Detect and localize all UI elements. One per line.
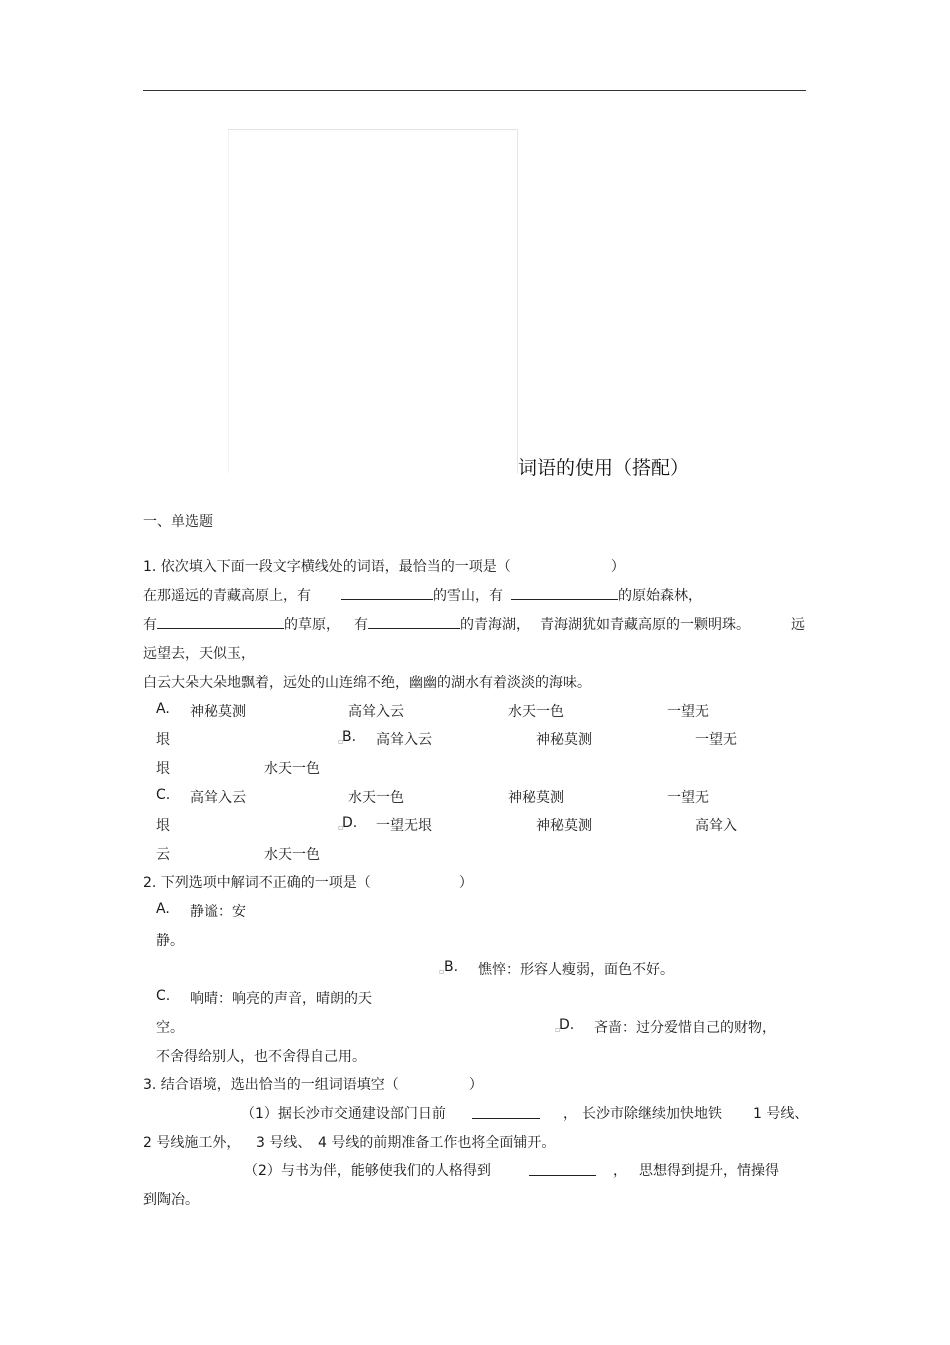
q1-blank-2[interactable] — [511, 585, 618, 600]
q3-sentence1-cont: 长沙市除继续加快地铁 — [582, 1106, 722, 1122]
q1-option-c-word4: 一望无 — [667, 790, 709, 806]
q1-option-c-word4-cont: 垠 — [156, 818, 170, 834]
q2-option-c-letter[interactable]: C. — [156, 988, 171, 1004]
q2-option-a-text: 静谧：安 — [190, 904, 246, 920]
q3-sentence2-cont: 思想得到提升，情操得 — [639, 1163, 779, 1179]
q1-option-b-word3: 一望无 — [695, 732, 737, 748]
marker-dot: ▫ — [555, 1025, 561, 1034]
q1-option-d-word4: 水天一色 — [264, 847, 320, 863]
q2-option-c-text-cont: 空。 — [156, 1020, 184, 1036]
marker-dot: ▫ — [439, 967, 445, 976]
q3-sentence1-line1: 1 号线、 — [753, 1106, 809, 1122]
q3-sentence1-comma: ， — [563, 1106, 577, 1122]
q1-option-c-word1: 高耸入云 — [190, 790, 246, 806]
q3-sentence1-line4: 4 号线的前期准备工作也将全面铺开。 — [318, 1135, 556, 1151]
q3-sentence2: （2）与书为伴，能够使我们的人格得到 — [244, 1163, 491, 1179]
q1-option-d-word3: 高耸入 — [695, 818, 737, 834]
marker-dot: ▫ — [338, 823, 344, 832]
q2-option-c-text: 响晴：响亮的声音，晴朗的天 — [190, 991, 372, 1007]
image-placeholder — [228, 129, 518, 473]
q1-option-c-word2: 水天一色 — [348, 790, 404, 806]
q2-option-a-text-cont: 静。 — [156, 933, 184, 949]
q1-option-a-word2: 高耸入云 — [348, 704, 404, 720]
q1-option-b-letter[interactable]: B. — [342, 729, 357, 745]
q1-option-a-word1: 神秘莫测 — [190, 704, 246, 720]
q1-line2: 有 的草原， 有 的青海湖， 青海湖犹如青藏高原的一颗明珠。 — [143, 614, 750, 634]
q2-option-a-letter[interactable]: A. — [156, 901, 170, 917]
q2-option-d-text: 吝啬：过分爱惜自己的财物， — [594, 1020, 776, 1036]
q3-blank-2[interactable] — [529, 1161, 596, 1176]
q1-option-b-word2: 神秘莫测 — [536, 732, 592, 748]
q1-line4: 白云大朵大朵地飘着，远处的山连绵不绝，幽幽的湖水有着淡淡的海味。 — [143, 675, 591, 691]
q1-line1: 在那遥远的青藏高原上，有 的雪山，有 的原始森林， — [143, 585, 702, 605]
section-heading: 一、单选题 — [143, 514, 213, 530]
q3-sentence2-end: 到陶冶。 — [143, 1192, 199, 1208]
q1-stem: 1. 依次填入下面一段文字横线处的词语，最恰当的一项是（ ） — [143, 559, 625, 575]
q2-stem: 2. 下列选项中解词不正确的一项是（ ） — [143, 875, 473, 891]
q1-option-d-letter[interactable]: D. — [342, 815, 358, 831]
q1-option-a-word3: 水天一色 — [508, 704, 564, 720]
q1-option-b-word3-cont: 垠 — [156, 761, 170, 777]
q1-option-d-word2: 神秘莫测 — [536, 818, 592, 834]
q1-option-b-word1: 高耸入云 — [376, 732, 432, 748]
marker-dot: ▫ — [338, 737, 344, 746]
q1-blank-4[interactable] — [368, 614, 460, 629]
q2-option-b-text: 憔悴：形容人瘦弱，面色不好。 — [478, 962, 674, 978]
q1-blank-3[interactable] — [157, 614, 284, 629]
q1-option-b-word4: 水天一色 — [264, 761, 320, 777]
q1-blank-1[interactable] — [341, 585, 433, 600]
q2-option-d-text-cont: 不舍得给别人，也不舍得自己用。 — [156, 1049, 366, 1065]
q1-option-a-letter[interactable]: A. — [156, 701, 170, 717]
q3-sentence1-line3: 3 号线、 — [256, 1135, 312, 1151]
q1-option-a-word4-cont: 垠 — [156, 732, 170, 748]
q1-option-c-letter[interactable]: C. — [156, 787, 171, 803]
q3-sentence2-comma: ， — [613, 1163, 627, 1179]
page-title: 词语的使用（搭配） — [518, 457, 690, 479]
q1-option-c-word3: 神秘莫测 — [508, 790, 564, 806]
q3-sentence1: （1）据长沙市交通建设部门日前 — [241, 1106, 446, 1122]
q2-option-b-letter[interactable]: B. — [444, 959, 459, 975]
q1-option-d-word3-cont: 云 — [156, 847, 170, 863]
header-rule — [143, 90, 806, 91]
q1-line3: 远望去，天似玉， — [143, 646, 255, 662]
q2-option-d-letter[interactable]: D. — [559, 1017, 575, 1033]
q3-sentence1-line2: 2 号线施工外， — [143, 1135, 241, 1151]
q1-option-d-word1: 一望无垠 — [376, 818, 432, 834]
q1-line2-tail: 远 — [791, 617, 805, 633]
q3-blank-1[interactable] — [472, 1104, 540, 1119]
q3-stem: 3. 结合语境，选出恰当的一组词语填空（ ） — [143, 1077, 483, 1093]
q1-option-a-word4: 一望无 — [667, 704, 709, 720]
